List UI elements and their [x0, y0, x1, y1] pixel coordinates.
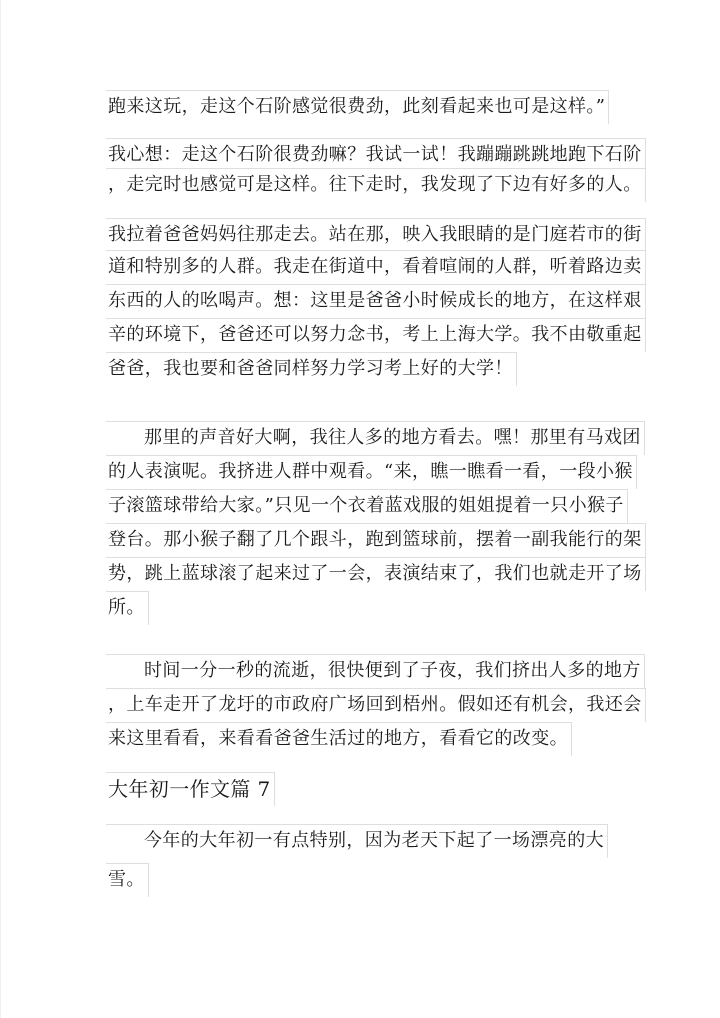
text-line: 所。 [108, 597, 145, 618]
text-line: 登台。那小猴子翻了几个跟斗，跑到篮球前，摆着一副我能行的架 [108, 529, 642, 550]
text-line: 子滚篮球带给大家。”只见一个衣着蓝戏服的姐姐提着一只小猴子 [108, 495, 624, 516]
text-line: 的人表演呢。我挤进人群中观看。“来，瞧一瞧看一看，一段小猴 [108, 461, 633, 482]
text-line: 我拉着爸爸妈妈往那走去。站在那，映入我眼睛的是门庭若市的街 [108, 224, 642, 245]
text-line: 势，跳上蓝球滚了起来过了一会，表演结束了，我们也就走开了场 [108, 563, 642, 584]
text-line: 那里的声音好大啊，我往人多的地方看去。嘿！那里有马戏团 [108, 427, 641, 449]
text-line: 辛的环境下，爸爸还可以努力念书，考上上海大学。我不由敬重起 [108, 324, 642, 345]
text-line: 今年的大年初一有点特别，因为老天下起了一场漂亮的大 [108, 830, 604, 852]
text-line: ，走完时也感觉可是这样。往下走时，我发现了下边有好多的人。 [108, 174, 642, 195]
text-line: 跑来这玩，走这个石阶感觉很费劲，此刻看起来也可是这样。” [108, 96, 606, 117]
text-line: 雪。 [108, 869, 145, 890]
page-edge [0, 0, 1, 1018]
text-line: 时间一分一秒的流逝，很快便到了子夜，我们挤出人多的地方 [108, 660, 641, 682]
text-line: 爸爸，我也要和爸爸同样努力学习考上好的大学！ [108, 358, 513, 379]
text-line: ，上车走开了龙圩的市政府广场回到梧州。假如还有机会，我还会 [108, 694, 642, 715]
text-line: 东西的人的吆喝声。想：这里是爸爸小时候成长的地方，在这样艰 [108, 290, 642, 311]
text-line: 道和特别多的人群。我走在街道中，看着喧闹的人群，听着路边卖 [108, 256, 642, 277]
text-line: 来这里看看，来看看爸爸生活过的地方，看看它的改变。 [108, 728, 568, 749]
section-heading: 大年初一作文篇 7 [108, 777, 271, 801]
text-line: 我心想：走这个石阶很费劲嘛？我试一试！我蹦蹦跳跳地跑下石阶 [108, 144, 642, 165]
